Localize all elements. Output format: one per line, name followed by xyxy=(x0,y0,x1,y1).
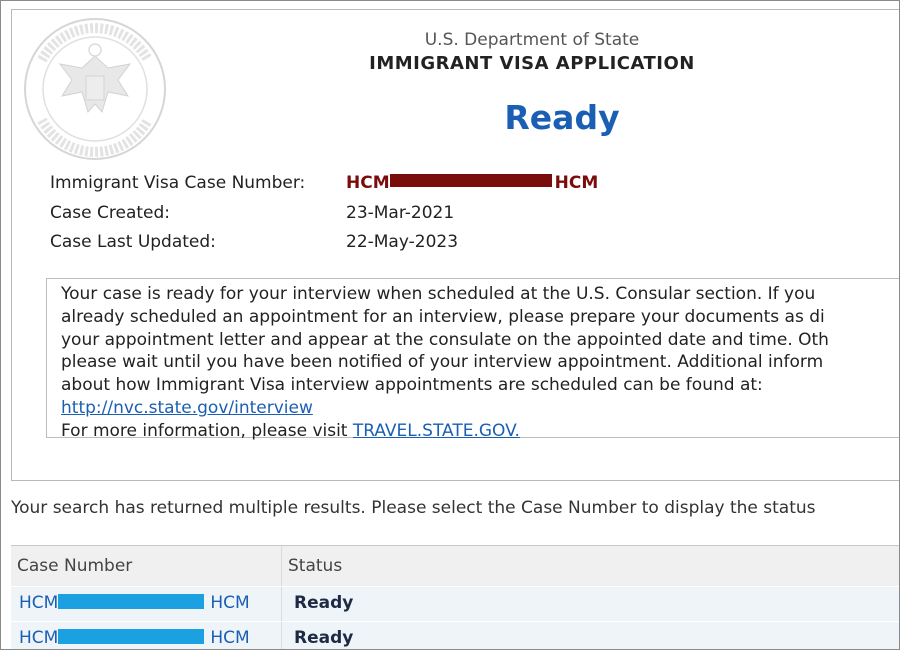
message-line: Your case is ready for your interview when scheduled at the U.S. Consular section. If you xyxy=(61,284,816,304)
department-of-state-seal-icon xyxy=(22,16,168,162)
redaction-bar xyxy=(58,594,204,609)
status-cell xyxy=(281,622,900,650)
case-number-suffix: HCM xyxy=(554,173,599,193)
message-line xyxy=(61,420,900,443)
table-row xyxy=(11,586,900,621)
case-suffix: HCM xyxy=(210,593,250,613)
case-prefix: HCM xyxy=(19,628,59,648)
case-updated-label: Case Last Updated: xyxy=(50,232,216,252)
message-line xyxy=(61,397,900,420)
travel-state-gov-link[interactable]: TRAVEL.STATE.GOV. xyxy=(352,420,520,441)
message-line: your appointment letter and appear at the consulate on the appointed date and time. Oth xyxy=(61,329,829,350)
status-value: Ready xyxy=(294,593,354,613)
status-value: Ready xyxy=(294,628,354,648)
case-status-heading: Ready xyxy=(504,98,620,137)
case-number-cell xyxy=(11,622,279,650)
table-row xyxy=(11,621,900,650)
redaction-bar xyxy=(390,174,552,187)
message-line: already scheduled an appointment for an interview, please prepare your documents as di xyxy=(61,306,825,327)
interview-info-link[interactable]: http://nvc.state.gov/interview xyxy=(61,397,313,418)
case-number-link[interactable] xyxy=(19,628,250,648)
message-line: please wait until you have been notified of your interview appointment. Additional inform xyxy=(61,352,824,373)
application-title: IMMIGRANT VISA APPLICATION xyxy=(369,53,695,74)
redaction-bar xyxy=(58,629,204,644)
results-table xyxy=(11,545,900,650)
message-line: about how Immigrant Visa interview appointments are scheduled can be found at: xyxy=(61,375,763,396)
status-message-box xyxy=(46,278,900,441)
case-number-value xyxy=(346,173,598,193)
column-header-status[interactable]: Status xyxy=(281,546,900,586)
more-info-text: For more information, please visit xyxy=(61,420,353,441)
table-header-row xyxy=(11,546,900,586)
case-number-label: Immigrant Visa Case Number: xyxy=(50,173,306,193)
case-created-value: 23-Mar-2021 xyxy=(346,203,455,223)
case-updated-value: 22-May-2023 xyxy=(346,232,459,252)
agency-name: U.S. Department of State xyxy=(424,30,640,50)
search-results-note: Your search has returned multiple results. Please select the Case Number to display the status xyxy=(11,498,816,518)
case-number-cell xyxy=(11,587,279,621)
case-number-prefix: HCM xyxy=(346,173,390,193)
case-suffix: HCM xyxy=(210,628,250,648)
status-message xyxy=(61,283,900,443)
status-cell xyxy=(281,587,900,621)
case-status-panel xyxy=(11,9,900,481)
case-created-label: Case Created: xyxy=(50,203,171,223)
case-number-link[interactable] xyxy=(19,593,250,613)
case-prefix: HCM xyxy=(19,593,59,613)
column-header-case-number[interactable]: Case Number xyxy=(17,556,133,576)
